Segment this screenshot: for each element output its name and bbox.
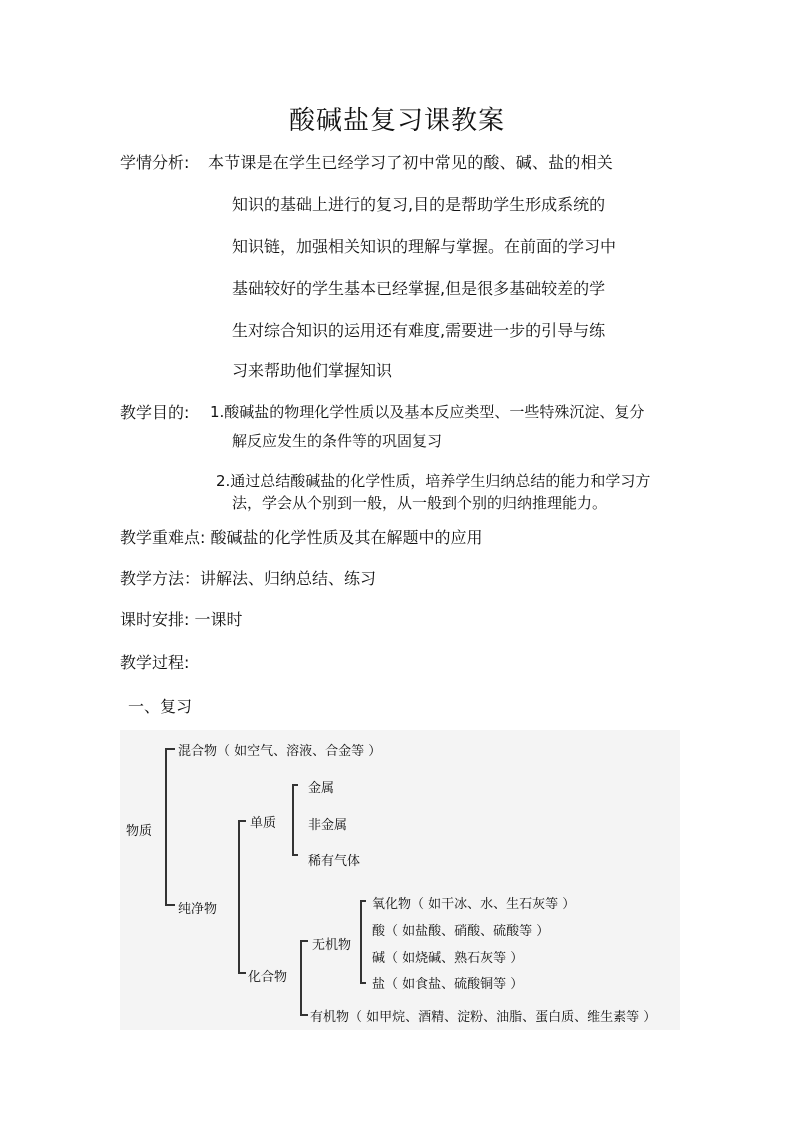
learning-analysis-line: 习来帮助他们掌握知识 bbox=[232, 361, 393, 380]
learning-analysis-line: 生对综合知识的运用还有难度,需要进一步的引导与练 bbox=[232, 321, 606, 340]
objective-item: 1.酸碱盐的物理化学性质以及基本反应类型、一些特殊沉淀、复分 bbox=[210, 403, 645, 421]
bracket-line bbox=[300, 940, 308, 942]
objective-item: 解反应发生的条件等的巩固复习 bbox=[232, 432, 443, 450]
bracket-line bbox=[292, 854, 298, 856]
compound-label: 化合物 bbox=[248, 970, 288, 985]
objectives-label: 教学目的: bbox=[120, 403, 190, 422]
bracket-line bbox=[300, 1014, 308, 1016]
organic-label: 有机物（ 如甲烷、酒精、淀粉、油脂、蛋白质、维生素等 ） bbox=[310, 1010, 657, 1025]
bracket-line bbox=[292, 784, 294, 854]
pure-label: 纯净物 bbox=[178, 902, 218, 917]
matter-classification-diagram bbox=[120, 730, 680, 1030]
bracket-line bbox=[165, 904, 175, 906]
learning-analysis-line: 本节课是在学生已经学习了初中常见的酸、碱、盐的相关 bbox=[208, 153, 614, 172]
bracket-line bbox=[300, 940, 302, 1014]
section-heading: 一、复习 bbox=[128, 697, 193, 716]
mixture-label: 混合物（ 如空气、溶液、合金等 ） bbox=[178, 744, 382, 759]
teaching-process: 教学过程: bbox=[120, 653, 190, 672]
key-points: 教学重难点: 酸碱盐的化学性质及其在解题中的应用 bbox=[120, 528, 483, 547]
objective-item: 法，学会从个别到一般，从一般到个别的归纳推理能力。 bbox=[232, 494, 608, 512]
oxide-label: 氧化物（ 如干冰、水、生石灰等 ） bbox=[372, 897, 576, 912]
bracket-line bbox=[292, 784, 298, 786]
bracket-line bbox=[165, 748, 167, 904]
learning-analysis-line: 知识链，加强相关知识的理解与掌握。在前面的学习中 bbox=[232, 237, 617, 256]
learning-analysis-line: 基础较好的学生基本已经掌握,但是很多基础较差的学 bbox=[232, 279, 606, 298]
learning-analysis-label: 学情分析: bbox=[120, 153, 190, 172]
bracket-line bbox=[360, 982, 366, 984]
class-schedule: 课时安排: 一课时 bbox=[120, 610, 243, 629]
inorganic-label: 无机物 bbox=[312, 938, 352, 953]
bracket-line bbox=[238, 972, 246, 974]
bracket-line bbox=[165, 748, 175, 750]
noble-gas-label: 稀有气体 bbox=[308, 854, 361, 869]
bracket-line bbox=[238, 820, 246, 822]
learning-analysis-line: 知识的基础上进行的复习,目的是帮助学生形成系统的 bbox=[232, 195, 606, 214]
bracket-line bbox=[360, 900, 362, 982]
objective-item: 2.通过总结酸碱盐的化学性质，培养学生归纳总结的能力和学习方 bbox=[216, 472, 651, 490]
nonmetal-label: 非金属 bbox=[308, 818, 348, 833]
bracket-line bbox=[360, 900, 366, 902]
element-label: 单质 bbox=[250, 816, 277, 831]
acid-label: 酸（ 如盐酸、硝酸、硫酸等 ） bbox=[372, 924, 550, 939]
base-label: 碱（ 如烧碱、熟石灰等 ） bbox=[372, 951, 524, 966]
salt-label: 盐（ 如食盐、硫酸铜等 ） bbox=[372, 977, 524, 992]
root-label: 物质 bbox=[126, 824, 153, 839]
teaching-methods: 教学方法：讲解法、归纳总结、练习 bbox=[120, 569, 377, 588]
bracket-line bbox=[238, 820, 240, 972]
metal-label: 金属 bbox=[308, 781, 335, 796]
page-title: 酸碱盐复习课教案 bbox=[288, 106, 505, 136]
